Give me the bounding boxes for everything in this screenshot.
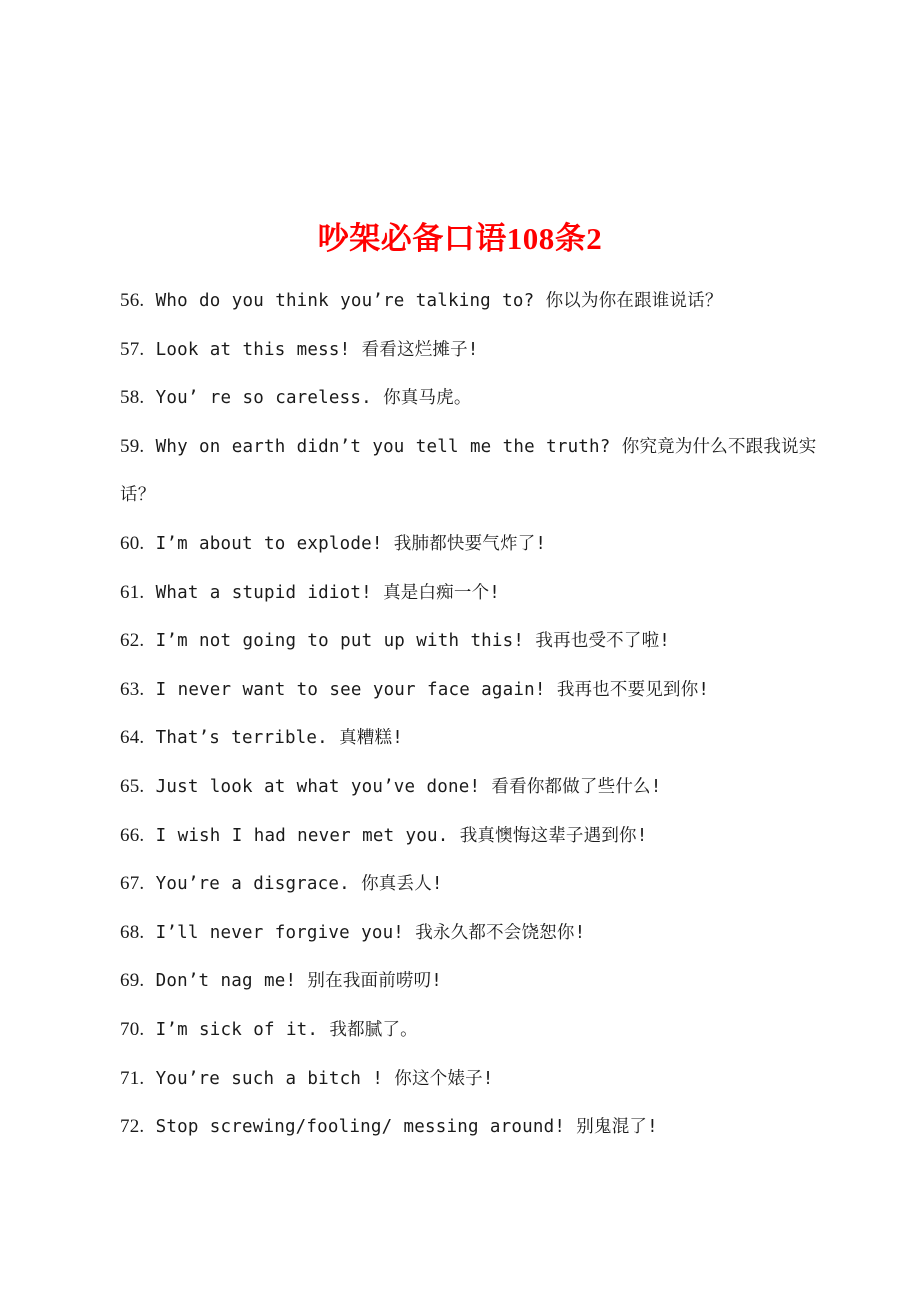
phrase-number: 66. [120,824,145,846]
phrase-text: I’m about to explode! 我肺都快要气炸了! [155,533,547,554]
page-title: 吵架必备口语108条2 [317,220,603,256]
phrase-number: 68. [120,921,145,943]
phrase-text: Who do you think you’re talking to? 你以为你在跟谁说话？ [155,291,723,311]
phrase-item [120,812,820,861]
phrase-text: What a stupid idiot! 真是白痴一个! [155,582,500,603]
phrase-number: 60. [120,532,145,554]
phrase-text: I never want to see your face again! 我再也不要见到你! [155,679,710,700]
phrase-text: Stop screwing/fooling/ messing around! 别鬼混了! [155,1117,658,1138]
phrase-text: You’re such a bitch ! 你这个婊子! [155,1068,494,1089]
phrase-text: I’m sick of it. 我都腻了。 [155,1019,418,1040]
phrase-number: 58. [120,387,145,409]
phrase-text: You’ re so careless. 你真马虎。 [155,388,472,409]
phrase-number: 71. [120,1067,145,1089]
phrase-text: Don’t nag me! 别在我面前唠叨! [155,971,443,992]
phrase-item [120,1103,820,1152]
phrase-number: 65. [120,775,145,797]
phrase-text: Look at this mess! 看看这烂摊子! [155,339,479,360]
phrase-text: Just look at what you’ve done! 看看你都做了些什么! [155,776,662,797]
phrase-number: 70. [120,1018,145,1040]
phrase-item [120,1006,820,1055]
phrase-item [120,909,820,958]
phrase-item [120,423,820,520]
phrase-item [120,957,820,1006]
phrase-number: 63. [120,678,145,700]
phrase-text: You’re a disgrace. 你真丢人! [155,874,443,895]
phrase-text: I’m not going to put up with this! 我再也受不了啦! [155,631,671,652]
phrase-item [120,277,820,326]
phrase-number: 57. [120,338,145,360]
phrase-number: 59. [120,435,145,457]
phrase-text: I’ll never forgive you! 我永久都不会饶恕你! [155,922,586,943]
phrase-number: 64. [120,727,145,749]
phrase-item [120,326,820,375]
phrase-item [120,714,820,763]
phrase-number: 62. [120,630,145,652]
phrase-text: Why on earth didn’t you tell me the truth? 你究竟为什么不跟我说实话？ [120,436,817,506]
phrase-item [120,569,820,618]
phrase-number: 56. [120,290,145,311]
phrase-number: 61. [120,581,145,603]
phrase-text: I wish I had never met you. 我真懊悔这辈子遇到你! [155,825,648,846]
phrase-item [120,666,820,715]
phrase-number: 72. [120,1116,145,1138]
phrase-number: 67. [120,873,145,895]
phrase-item [120,1055,820,1104]
phrase-item [120,520,820,569]
phrase-text: That’s terrible. 真糟糕! [155,728,403,749]
phrase-list [120,277,820,1152]
phrase-item [120,860,820,909]
phrase-number: 69. [120,970,145,992]
phrase-item [120,374,820,423]
phrase-item [120,763,820,812]
phrase-item [120,617,820,666]
